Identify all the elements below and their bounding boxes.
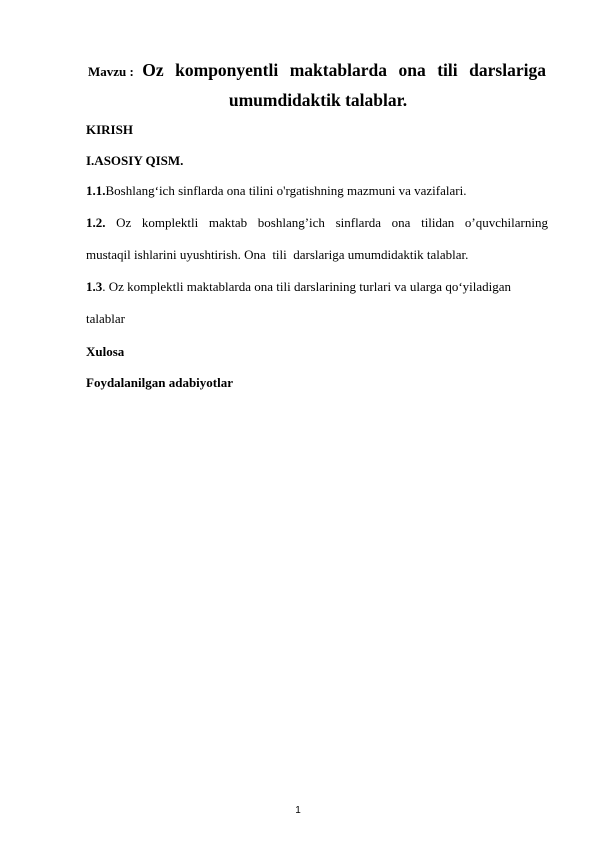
title-word: maktablarda [289, 60, 387, 80]
toc-item-number: 1.3 [86, 279, 103, 294]
toc-item-word: o’quvchilarning [464, 215, 548, 230]
toc-item-1-1 [86, 182, 466, 200]
toc-item-word: maktab [208, 215, 248, 230]
toc-intro: KIRISH [86, 122, 133, 137]
page-number: 1 [295, 805, 301, 816]
toc-references: Foydalanilgan adabiyotlar [86, 375, 233, 390]
toc-conclusion: Xulosa [86, 344, 125, 359]
title-word: Oz [142, 60, 164, 80]
toc-item-text: . Oz komplektli maktablarda ona tili darslarining turlari va ularga qo‘yiladigan [102, 279, 512, 294]
toc-item-word: boshlang’ich [257, 215, 325, 230]
toc-item-word: komplektli [141, 215, 199, 230]
toc-item-word: ona [391, 215, 411, 230]
title-word: darslariga [469, 60, 546, 80]
toc-item-1-3-line1 [86, 278, 511, 296]
toc-item-1-3-line2: talablar [86, 311, 125, 326]
title-word: ona [398, 60, 426, 80]
toc-main-part: I.ASOSIY QISM. [86, 153, 184, 168]
toc-item-word: tilidan [421, 215, 455, 230]
toc-item-1-2-line1 [86, 214, 548, 232]
title-prefix: Mavzu : [88, 64, 134, 79]
toc-item-text: Boshlang‘ich sinflarda ona tilini o'rgatishning mazmuni va vazifalari. [105, 183, 467, 198]
title-word: komponyentli [175, 60, 279, 80]
toc-item-1-2-line2: mustaqil ishlarini uyushtirish. Ona tili darslariga umumdidaktik talablar. [86, 247, 469, 262]
document-title-line2: umumdidaktik talablar. [228, 90, 408, 110]
toc-item-number: 1.1. [86, 183, 106, 198]
toc-item-word: Oz [116, 215, 132, 230]
document-title-line1 [88, 58, 546, 84]
title-word: tili [437, 60, 458, 80]
toc-item-word: sinflarda [335, 215, 382, 230]
toc-item-number: 1.2. [86, 215, 106, 230]
